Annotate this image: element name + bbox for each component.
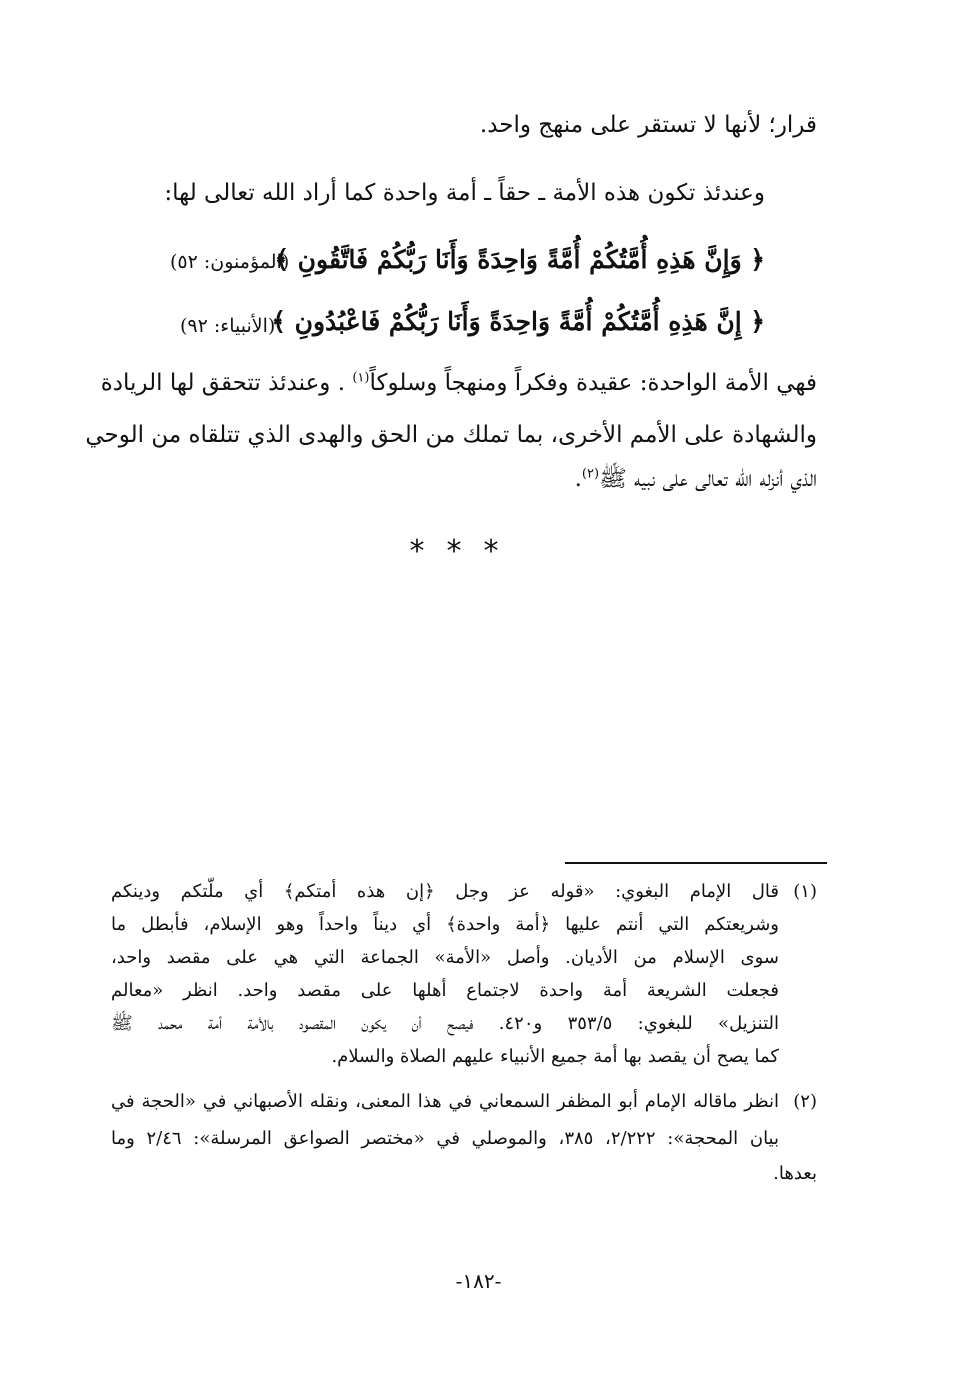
paragraph-line-3-tail: . xyxy=(574,466,582,492)
paragraph-line-2: والشهادة على الأمم الأخرى، بما تملك من الحق والهدى الذي تتلقاه من الوحي xyxy=(85,422,817,448)
footnote-2-line-2: بيان المحجة»: ٢/٢٢٢، ٣٨٥، والموصلي في «مختصر الصواعق المرسلة»: ٢/٤٦ وما xyxy=(111,1128,779,1149)
footnote-2-line-3: بعدها. xyxy=(773,1163,817,1184)
footnote-divider xyxy=(565,862,827,864)
verse-1-reference: (المؤمنون: ٥٢) xyxy=(170,251,290,273)
quran-verse-2: ﴿ إِنَّ هَذِهِ أُمَّتُكُمْ أُمَّةً وَاحِدَةً وَأَنَا رَبُّكُمْ فَاعْبُدُونِ ﴾ xyxy=(271,307,765,336)
footnote-1-line-1: قال الإمام البغوي: «قوله عز وجل ﴿إن هذه أمتكم﴾ أي ملّتكم ودينكم xyxy=(111,881,779,902)
footnote-1-line-3: سوى الإسلام من الأديان. وأصل «الأمة» الجماعة التي هي على مقصد واحد، xyxy=(111,947,779,968)
body-line-1: قرار؛ لأنها لا تستقر على منهج واحد. xyxy=(479,112,817,138)
paragraph-line-3-text: الذي أنزله الله تعالى على نبيه ﷺ xyxy=(599,466,817,492)
paragraph-line-1 xyxy=(100,366,817,400)
footnote-1-line-6: كما يصح أن يقصد بها أمة جميع الأنبياء عليهم الصلاة والسلام. xyxy=(331,1046,779,1067)
section-separator: *** xyxy=(409,534,521,569)
quran-verse-1: ﴿ وَإِنَّ هَذِهِ أُمَّتُكُمْ أُمَّةً وَاحِدَةً وَأَنَا رَبُّكُمْ فَاتَّقُونِ ﴾ xyxy=(274,245,765,274)
body-line-2: وعندئذ تكون هذه الأمة ـ حقاً ـ أمة واحدة كما أراد الله تعالى لها: xyxy=(164,180,765,206)
footnote-ref-2: (٢) xyxy=(581,466,600,482)
page-number: -١٨٢- xyxy=(455,1269,502,1293)
paragraph-line-1-text: فهي الأمة الواحدة: عقيدة وفكراً ومنهجاً وسلوكاً xyxy=(369,370,817,396)
footnote-1-line-2: وشريعتكم التي أنتم عليها ﴿أمة واحدة﴾ أي ديناً واحداً وهو الإسلام، فأبطل ما xyxy=(111,914,779,935)
paragraph-line-1-tail: . وعندئذ تتحقق لها الريادة xyxy=(100,370,346,396)
footnote-2-line-1: انظر ماقاله الإمام أبو المظفر السمعاني في هذا المعنى، ونقله الأصبهاني في «الحجة في xyxy=(111,1091,779,1112)
footnote-ref-1: (١) xyxy=(352,370,370,386)
paragraph-line-3 xyxy=(575,462,817,496)
verse-2-reference: (الأنبياء: ٩٢) xyxy=(180,315,276,337)
footnote-2-number: (٢) xyxy=(793,1091,817,1112)
footnote-1-line-5: التنزيل» للبغوي: ٣٥٣/٥ و٤٢٠. فيصح أن يكون المقصود بالأمة أمة محمد ﷺ xyxy=(111,1013,779,1034)
footnote-1-number: (١) xyxy=(793,881,817,902)
footnote-1-line-4: فجعلت الشريعة أمة واحدة لاجتماع أهلها على مقصد واحد. انظر «معالم xyxy=(111,980,779,1001)
